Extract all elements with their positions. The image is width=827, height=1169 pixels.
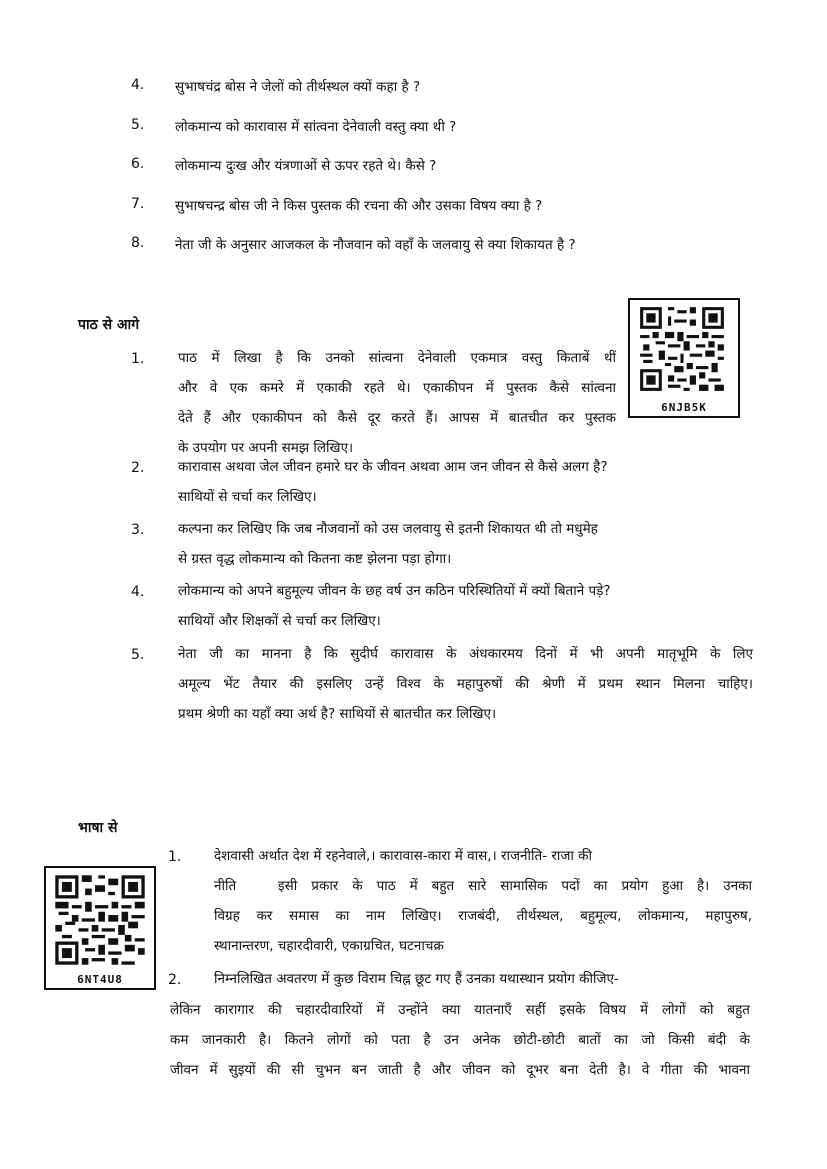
- section-heading-aage: पाठ से आगे: [78, 317, 140, 333]
- question-line: अमूल्य भेंट तैयार की इसलिए उन्हें विश्व के महापुरुषों की श्रेणी में प्रथम स्थान मिलना चाहिए।: [178, 676, 753, 692]
- qr-code-aage[interactable]: [628, 298, 740, 418]
- question-line: देते हैं और एकाकीपन को कैसे दूर करते हैं। आपस में बातचीत कर पुस्तक: [178, 410, 616, 426]
- question-line: नीति इसी प्रकार के पाठ में बहुत सारे सामासिक पदों का प्रयोग हुआ है। उनका: [214, 878, 752, 894]
- qr-code-icon: [632, 304, 732, 394]
- question-number: 2.: [168, 972, 182, 988]
- passage-line: जीवन में सुइयों की सी चुभन बन जाती है और जीवन को दूभर बना देती है। वे गीता की भावना: [170, 1062, 750, 1078]
- question-text: सुभाषचंद्र बोस ने जेलों को तीर्थस्थल क्यों कहा है ?: [175, 79, 421, 95]
- qr-code-label: 6NT4U8: [77, 973, 123, 986]
- question-line: नेता जी का मानना है कि सुदीर्घ कारावास के अंधकारमय दिनों में भी अपनी मातृभूमि के लिए: [178, 646, 753, 662]
- question-line: के उपयोग पर अपनी समझ लिखिए।: [178, 440, 354, 456]
- question-number: 7.: [131, 196, 145, 212]
- question-line: कल्पना कर लिखिए कि जब नौजवानों को उस जलवायु से इतनी शिकायत थी तो मधुमेह: [178, 521, 598, 537]
- passage-text-block: [170, 995, 750, 1085]
- question-line: से ग्रस्त वृद्ध लोकमान्य को कितना कष्ट झेलना पड़ा होगा।: [178, 551, 452, 567]
- question-number: 1.: [168, 849, 182, 865]
- section-heading-bhasha: भाषा से: [78, 820, 118, 836]
- question-text-block: [178, 343, 616, 463]
- question-line: विग्रह कर समास का नाम लिखिए। राजबंदी, तीर्थस्थल, बहुमूल्य, लोकमान्य, महापुरुष,: [214, 908, 752, 924]
- question-text-block: [178, 576, 753, 636]
- question-text-block: [178, 639, 753, 729]
- question-text-block: [178, 514, 753, 574]
- question-line: पाठ में लिखा है कि उनको सांत्वना देनेवाली एकमात्र वस्तु किताबें थीं: [178, 350, 616, 366]
- question-line: साथियों और शिक्षकों से चर्चा कर लिखिए।: [178, 613, 381, 629]
- question-line: देशवासी अर्थात देश में रहनेवाले,। कारावास-कारा में वास,। राजनीति- राजा की: [214, 848, 593, 864]
- question-line: साथियों से चर्चा कर लिखिए।: [178, 489, 317, 505]
- question-line: कारावास अथवा जेल जीवन हमारे घर के जीवन अथवा आम जन जीवन से कैसे अलग है?: [178, 459, 608, 475]
- question-text-block: [178, 452, 753, 512]
- passage-line: कम जानकारी है। कितने लोगों को पता है उन अनेक छोटी-छोटी बातों का जो किसी बंदी के: [170, 1032, 750, 1048]
- question-number: 1.: [131, 351, 145, 367]
- question-number: 2.: [131, 460, 145, 476]
- question-number: 6.: [131, 156, 145, 172]
- qr-code-icon: [50, 872, 150, 968]
- question-text: लोकमान्य दुःख और यंत्रणाओं से ऊपर रहते थे। कैसे ?: [175, 158, 437, 174]
- question-text-block: [214, 964, 750, 994]
- question-text-block: [214, 841, 752, 961]
- question-text: नेता जी के अनुसार आजकल के नौजवान को वहाँ के जलवायु से क्या शिकायत है ?: [175, 237, 576, 253]
- question-text: सुभाषचन्द्र बोस जी ने किस पुस्तक की रचना की और उसका विषय क्या है ?: [175, 198, 543, 214]
- question-number: 5.: [131, 117, 145, 133]
- question-line: निम्नलिखित अवतरण में कुछ विराम चिह्न छूट गए हैं उनका यथास्थान प्रयोग कीजिए-: [214, 971, 619, 987]
- question-number: 4.: [131, 77, 145, 93]
- passage-line: लेकिन कारागार की चहारदीवारियों में उन्होंने क्या यातनाएँ सहीं इसके विषय में लोगों को बहुत: [170, 1002, 750, 1018]
- question-number: 3.: [131, 522, 145, 538]
- question-line: लोकमान्य को अपने बहुमूल्य जीवन के छह वर्ष उन कठिन परिस्थितियों में क्यों बिताने पड़े?: [178, 583, 611, 599]
- question-text: लोकमान्य को कारावास में सांत्वना देनेवाली वस्तु क्या थी ?: [175, 119, 457, 135]
- question-number: 8.: [131, 235, 145, 251]
- qr-code-label: 6NJB5K: [661, 401, 707, 414]
- question-number: 4.: [131, 584, 145, 600]
- question-number: 5.: [131, 647, 145, 663]
- qr-code-bhasha[interactable]: [44, 866, 156, 990]
- question-line: स्थानान्तरण, चहारदीवारी, एकाग्रचित, घटनाचक्र: [214, 938, 444, 954]
- question-line: और वे एक कमरे में एकाकी रहते थे। एकाकीपन में पुस्तक कैसे सांत्वना: [178, 380, 616, 396]
- question-line: प्रथम श्रेणी का यहाँ क्या अर्थ है? साथियों से बातचीत कर लिखिए।: [178, 706, 497, 722]
